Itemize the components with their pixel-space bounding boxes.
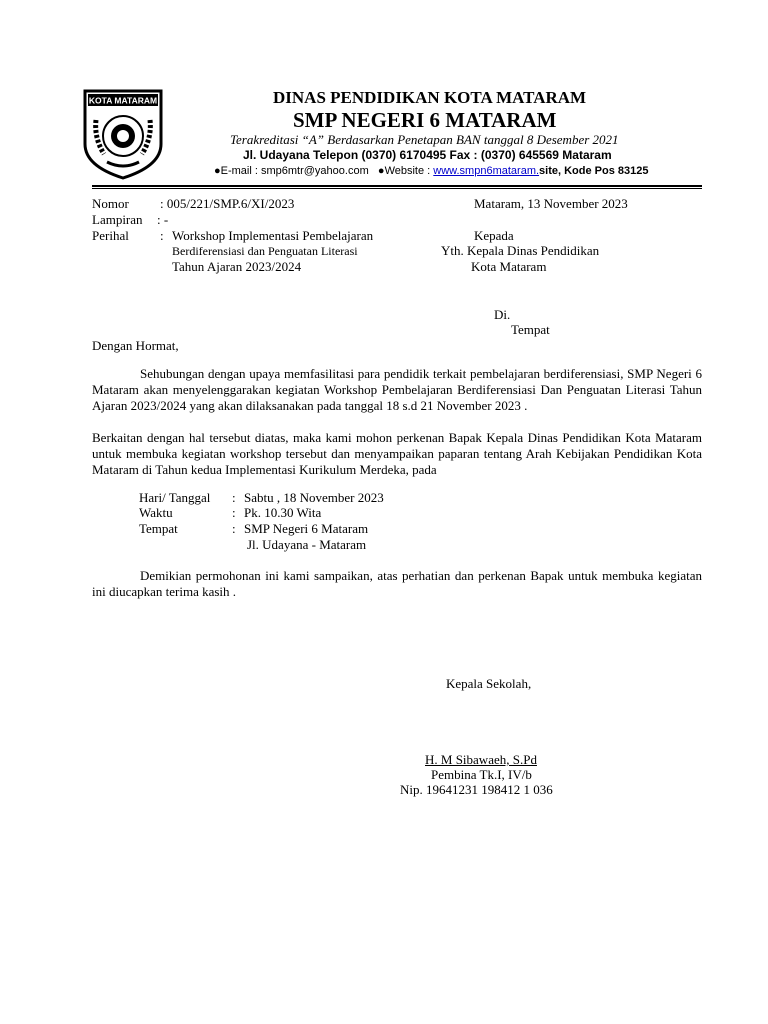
schedule-label-date: Hari/ Tanggal — [139, 490, 211, 505]
recipient-city: Kota Mataram — [471, 259, 547, 274]
website-link[interactable]: www.smpn6mataram. — [433, 165, 540, 177]
schedule-colon-date: : — [232, 490, 236, 505]
paragraph-1-text: Sehubungan dengan upaya memfasilitasi para pendidik terkait pembelajaran berdiferensiasi, SMP Negeri 6 Mataram akan menyelenggarakan kegiatan Workshop Pembelajaran Berdiferensiasi Dan Penguatan Literasi Tahun Ajaran 2023/2024 yang akan dilaksanakan pada tanggal 18 s.d 21 November 2023 . — [92, 366, 702, 413]
schedule-colon-place: : — [232, 521, 236, 536]
school-name: SMP NEGERI 6 MATARAM — [293, 108, 557, 132]
logo-text: KOTA MATARAM — [88, 95, 158, 106]
lampiran-label: Lampiran — [92, 212, 143, 227]
contact-line — [214, 165, 649, 177]
perihal-line-2: Berdiferensiasi dan Penguatan Literasi — [172, 244, 358, 258]
school-logo — [82, 88, 164, 180]
schedule-colon-time: : — [232, 505, 236, 520]
closing-paragraph — [92, 568, 702, 600]
signatory-rank: Pembina Tk.I, IV/b — [431, 767, 532, 782]
lampiran-value: : - — [157, 212, 169, 227]
schedule-value-date: Sabtu , 18 November 2023 — [244, 490, 384, 505]
perihal-colon: : — [160, 228, 164, 243]
address-line: Jl. Udayana Telepon (0370) 6170495 Fax : (0370) 645569 Mataram — [243, 148, 612, 162]
schedule-label-time: Waktu — [139, 505, 173, 520]
nomor-label: Nomor — [92, 196, 129, 211]
tempat-label: Tempat — [511, 322, 550, 337]
signature-title: Kepala Sekolah, — [446, 676, 532, 691]
kepada-label: Kepada — [474, 228, 514, 243]
signatory-nip: Nip. 19641231 198412 1 036 — [400, 782, 553, 797]
schedule-value-place: SMP Negeri 6 Mataram — [244, 521, 369, 536]
venue-address: Jl. Udayana - Mataram — [247, 537, 367, 552]
letter-date: Mataram, 13 November 2023 — [474, 196, 628, 211]
paragraph-2: Berkaitan dengan hal tersebut diatas, maka kami mohon perkenan Bapak Kepala Dinas Pendidikan Kota Mataram untuk membuka kegiatan workshop tersebut dan menyampaikan paparan tentang Arah Kebijakan Pendidikan Kota Mataram di Tahun kedua Implementasi Kurikulum Merdeka, pada — [92, 430, 702, 477]
schedule-label-place: Tempat — [139, 521, 178, 536]
header-rule-thin — [92, 188, 702, 189]
schedule-value-time: Pk. 10.30 Wita — [244, 505, 322, 520]
nomor-value: : 005/221/SMP.6/XI/2023 — [160, 196, 295, 211]
closing-text: Demikian permohonan ini kami sampaikan, atas perhatian dan perkenan Bapak untuk membuka kegiatan ini diucapkan terima kasih . — [92, 568, 702, 599]
di-label: Di. — [494, 307, 511, 322]
website-suffix: site, Kode Pos 83125 — [539, 165, 649, 177]
signatory-name: H. M Sibawaeh, S.Pd — [425, 752, 537, 767]
perihal-line-3: Tahun Ajaran 2023/2024 — [172, 259, 302, 274]
paragraph-1 — [92, 366, 702, 414]
recipient-title: Yth. Kepala Dinas Pendidikan — [441, 243, 600, 258]
greeting: Dengan Hormat, — [92, 338, 179, 353]
agency-name: DINAS PENDIDIKAN KOTA MATARAM — [273, 88, 587, 107]
email-text: ●E-mail : smp6mtr@yahoo.com — [214, 165, 369, 177]
perihal-label: Perihal — [92, 228, 129, 243]
accreditation-line: Terakreditasi “A” Berdasarkan Penetapan BAN tanggal 8 Desember 2021 — [230, 132, 619, 147]
website-prefix: ●Website : — [377, 165, 434, 177]
header-rule-thick — [92, 185, 702, 187]
perihal-line-1: Workshop Implementasi Pembelajaran — [172, 228, 374, 243]
